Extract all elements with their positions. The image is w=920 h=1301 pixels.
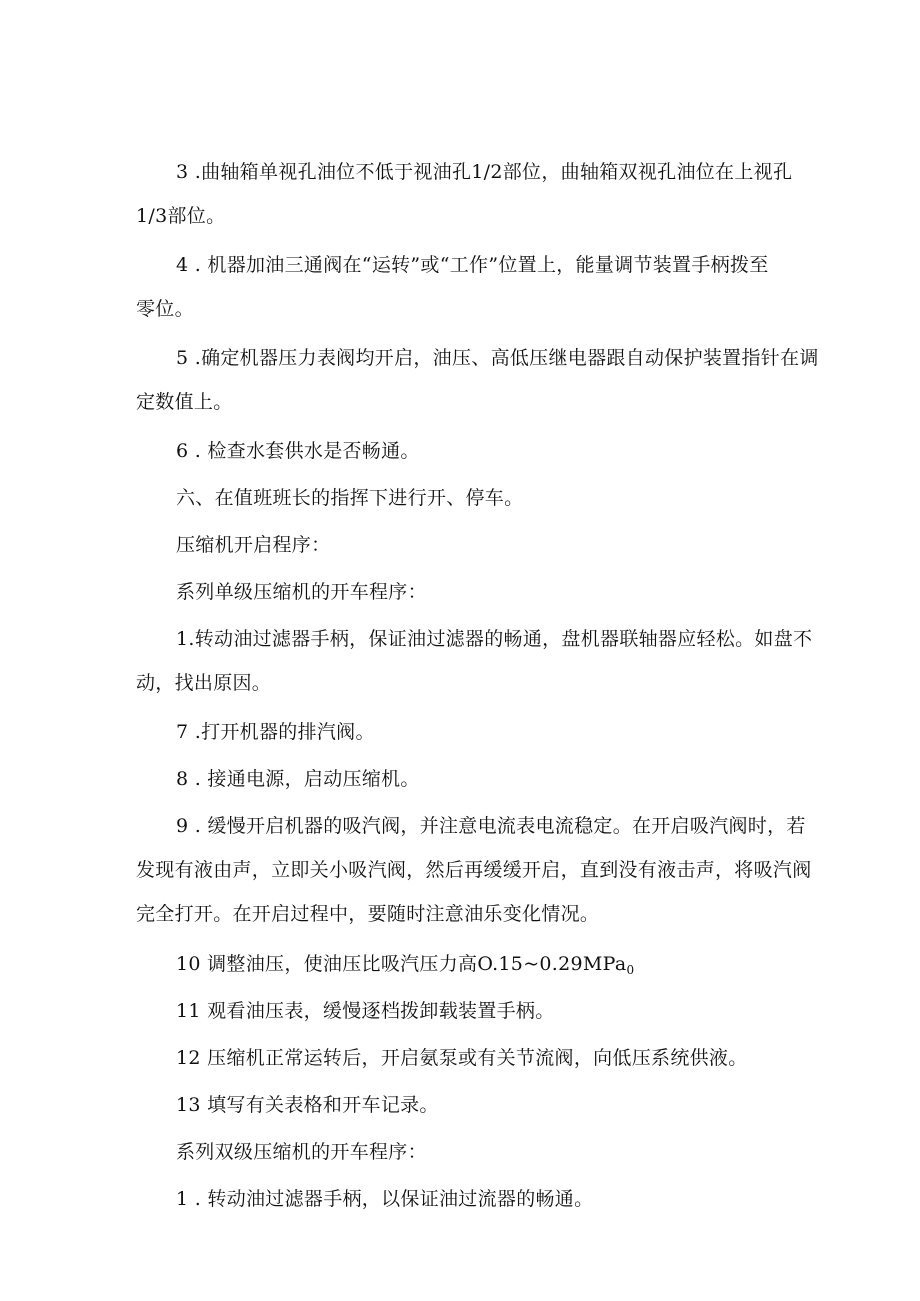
paragraph-step-1: [136, 617, 812, 705]
paragraph-item-6: [136, 429, 420, 473]
paragraph-double-step-1: [136, 1177, 593, 1221]
paragraph-item-5: [136, 336, 819, 424]
paragraph-step-9: [136, 804, 812, 936]
text-line: 定数值上。: [136, 391, 233, 413]
text-line: 零位。: [136, 298, 194, 320]
text-line: 1/3部位。: [136, 205, 226, 227]
paragraph-step-7: [136, 710, 375, 754]
section-heading-six: [136, 476, 523, 520]
text-line: 1.转动油过滤器手柄，保证油过滤器的畅通，盘机器联轴器应轻松。如盘不: [176, 628, 813, 650]
text-line: 完全打开。在开启过程中，要随时注意油乐变化情况。: [136, 903, 600, 925]
subscript: 0: [626, 963, 635, 977]
text-line: 5 .确定机器压力表阀均开启，油压、高低压继电器跟自动保护装置指针在调: [176, 347, 819, 369]
paragraph-item-4: [136, 243, 769, 331]
text-line: 13 填写有关表格和开车记录。: [176, 1094, 439, 1116]
text-line: 11 观看油压表，缓慢逐档拨卸载装置手柄。: [176, 1000, 555, 1022]
subheading-single-stage: [136, 570, 427, 614]
paragraph-step-13: [136, 1083, 439, 1127]
paragraph-step-12: [136, 1036, 748, 1080]
text-line: 8 . 接通电源，启动压缩机。: [176, 768, 420, 790]
paragraph-step-11: [136, 989, 555, 1033]
text-line: 六、在值班班长的指挥下进行开、停车。: [176, 487, 524, 509]
text-line: 系列双级压缩机的开车程序：: [176, 1141, 427, 1163]
text-line: 4 . 机器加油三通阀在“运转”或“工作”位置上，能量调节装置手柄拨至: [176, 254, 769, 276]
subheading-start-procedure: [136, 523, 330, 567]
text-line: 动，找出原因。: [136, 672, 272, 694]
paragraph-step-8: [136, 757, 420, 801]
text-line: 7 .打开机器的排汽阀。: [176, 721, 375, 743]
text-line: 发现有液由声，立即关小吸汽阀，然后再缓缓开启，直到没有液击声，将吸汽阀: [136, 859, 812, 881]
text-line: 6 . 检查水套供水是否畅通。: [176, 440, 420, 462]
subheading-double-stage: [136, 1130, 427, 1174]
paragraph-step-10: [136, 942, 634, 986]
text-line: 3 .曲轴箱单视孔油位不低于视油孔1/2部位，曲轴箱双视孔油位在上视孔: [176, 161, 793, 183]
text-line: 12 压缩机正常运转后，开启氨泵或有关节流阀，向低压系统供液。: [176, 1047, 748, 1069]
text-line: 压缩机开启程序：: [176, 534, 331, 556]
text-line: 9 . 缓慢开启机器的吸汽阀，并注意电流表电流稳定。在开启吸汽阀时，若: [176, 815, 806, 837]
text-line: 1 . 转动油过滤器手柄，以保证油过流器的畅通。: [176, 1188, 594, 1210]
text-line: 系列单级压缩机的开车程序：: [176, 581, 427, 603]
text-line: [136, 942, 634, 986]
text-line-main: 10 调整油压，使油压比吸汽压力高O.15~0.29MPa: [176, 953, 627, 975]
paragraph-item-3: [136, 150, 792, 238]
